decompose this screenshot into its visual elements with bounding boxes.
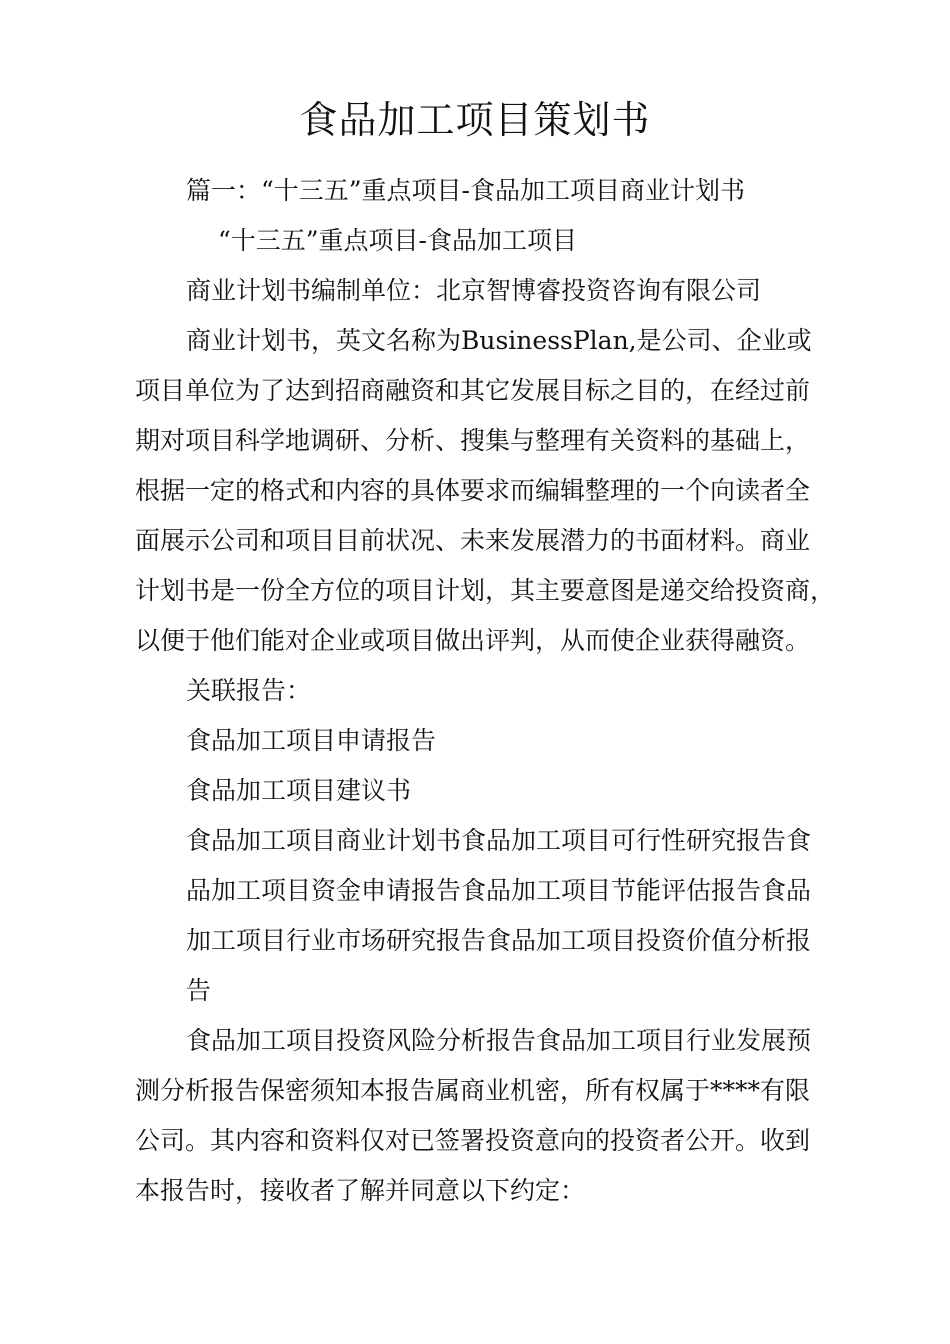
paragraph-line: 期对项目科学地调研、分析、搜集与整理有关资料的基础上，: [135, 426, 811, 455]
paragraph-line: 根据一定的格式和内容的具体要求而编辑整理的一个向读者全: [135, 476, 811, 505]
paragraph-line: 项目单位为了达到招商融资和其它发展目标之目的，在经过前: [135, 376, 811, 405]
paragraph-line: 计划书是一份全方位的项目计划，其主要意图是递交给投资商，: [135, 576, 836, 605]
related-report-list-line: 告: [186, 976, 212, 1005]
related-report-list-line: 品加工项目资金申请报告食品加工项目节能评估报告食品: [186, 876, 812, 905]
project-name-line: “十三五”重点项目-食品加工项目: [218, 226, 578, 255]
related-report-list-line: 食品加工项目商业计划书食品加工项目可行性研究报告食: [186, 826, 812, 855]
confidentiality-line: 测分析报告保密须知本报告属商业机密，所有权属于****有限: [135, 1076, 811, 1105]
confidentiality-line: 食品加工项目投资风险分析报告食品加工项目行业发展预: [186, 1026, 812, 1055]
author-unit-line: 商业计划书编制单位：北京智博睿投资咨询有限公司: [186, 276, 762, 305]
paragraph-line: 面展示公司和项目目前状况、未来发展潜力的书面材料。商业: [135, 526, 811, 555]
paragraph-line: 以便于他们能对企业或项目做出评判，从而使企业获得融资。: [135, 626, 811, 655]
confidentiality-line: 本报告时，接收者了解并同意以下约定：: [135, 1176, 586, 1205]
paragraph-line: 商业计划书，英文名称为BusinessPlan,是公司、企业或: [186, 326, 812, 355]
section-heading: 篇一：“十三五”重点项目-食品加工项目商业计划书: [186, 176, 746, 205]
related-reports-heading: 关联报告：: [186, 676, 312, 705]
related-report-item: 食品加工项目建议书: [186, 776, 412, 805]
related-report-list-line: 加工项目行业市场研究报告食品加工项目投资价值分析报: [186, 926, 812, 955]
related-report-item: 食品加工项目申请报告: [186, 726, 437, 755]
confidentiality-line: 公司。其内容和资料仅对已签署投资意向的投资者公开。收到: [135, 1126, 811, 1155]
document-title: 食品加工项目策划书: [299, 98, 651, 142]
